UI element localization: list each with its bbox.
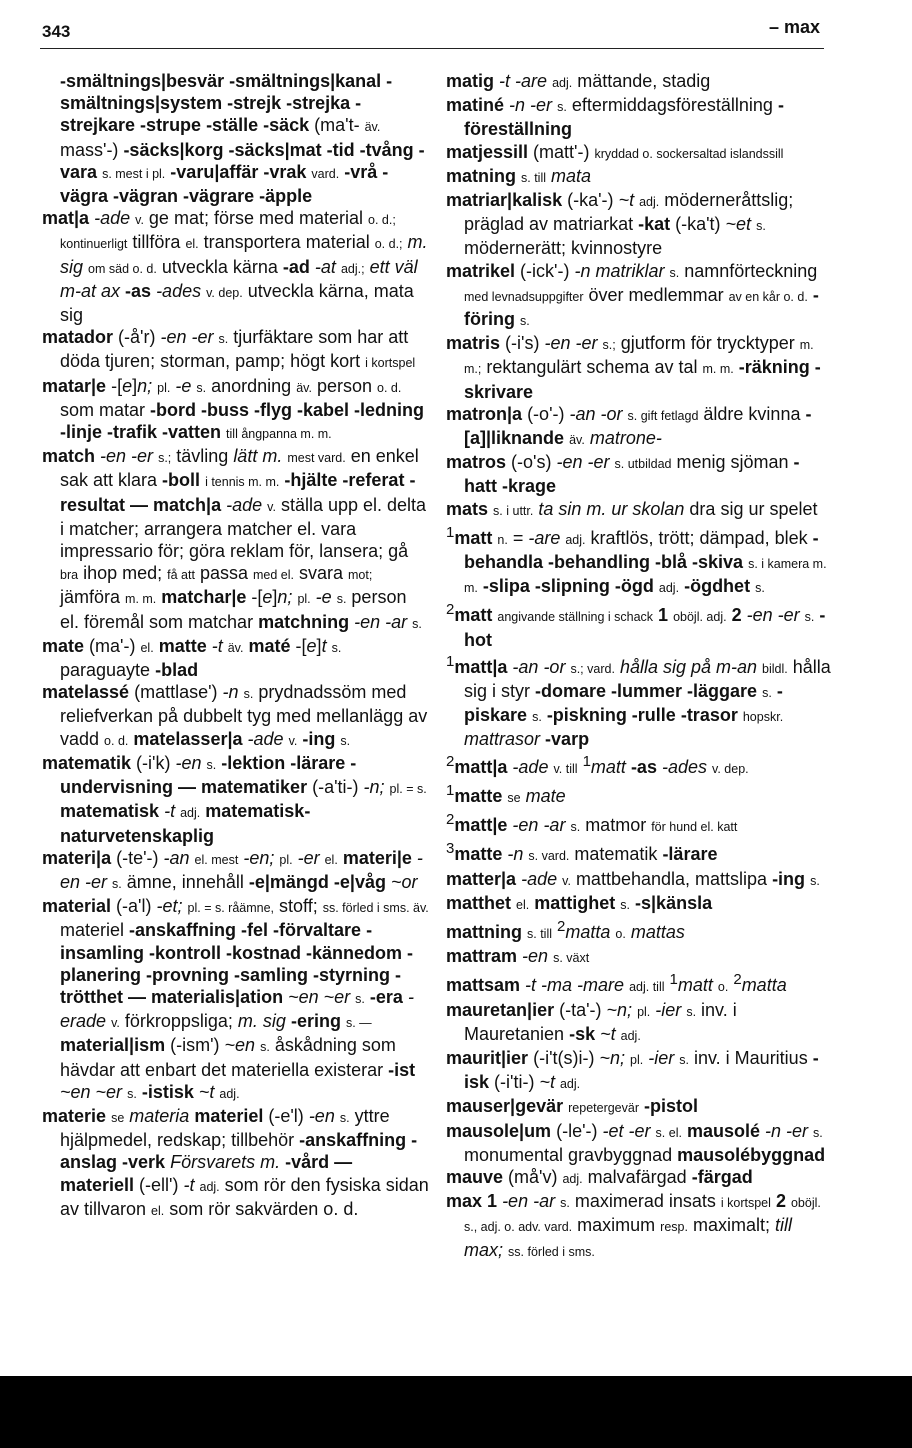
dictionary-entry: match -en -er s.; tävling lätt m. mest vard. en enkel sak att klara -boll i tennis m. m. -hjälte -referat -resultat — match|a -ade v. ställa upp el. delta i matcher; arrangera matcher el. vara impressario för; göra reklam för, lansera; gå bra ihop med; få att passa med el. svara mot; jämföra m. m. matchar|e -[e]n; pl. -e s. person el. föremål som matchar matchning -en -ar s.	[42, 446, 427, 632]
dictionary-entry: $^2$matt|e -en -ar s. matmor för hund el. katt	[446, 811, 738, 836]
dictionary-entry: matig -t -are adj. mättande, stadig	[446, 71, 711, 91]
dictionary-entry: mausole|um (-le'-) -et -er s. el. mausolé -n -er s. monumental gravbyggnad mausolébyggnad	[446, 1120, 826, 1165]
dictionary-entry: matning s. till mata	[446, 165, 592, 186]
dictionary-entry: mats s. i uttr. ta sin m. ur skolan dra sig ur spelet	[446, 498, 818, 519]
dictionary-entry: mauve (må'v) adj. malvafärgad -färgad	[446, 1166, 753, 1187]
dictionary-entry: max 1 -en -ar s. maximerad insats i kortspel 2 oböjl. s., adj. o. adv. vard. maximum resp. maximalt; till max; ss. förled i sms.	[446, 1191, 821, 1260]
dictionary-entry: matron|a (-o'-) -an -or s. gift fetlagd äldre kvinna -[a]|liknande äv. matrone-	[446, 403, 812, 449]
dictionary-entry: mattsam -t -ma -mare adj. till $^1$matt o. $^2$matta	[446, 971, 787, 996]
dictionary-entry: $^2$matt angivande ställning i schack 1 oböjl. adj. 2 -en -er s. -hot	[446, 601, 826, 650]
dictionary-entry: maurit|ier (-i't(s)i-) ~n; pl. -ier s. inv. i Mauritius -isk (-i'ti-) ~t adj.	[446, 1047, 819, 1093]
right-column	[446, 70, 832, 1263]
dictionary-entry: matris (-i's) -en -er s.; gjutform för trycktyper m. m.; rektangulärt schema av tal m. m. -räkning -skrivare	[446, 333, 821, 402]
dictionary-entry: matriar|kalisk (-ka'-) ~t adj. möderneråttslig; präglad av matriarkat -kat (-ka't) ~et s. mödernerätt; kvinnostyre	[446, 190, 794, 259]
dictionary-entry: matros (-o's) -en -er s. utbildad menig sjöman -hatt -krage	[446, 452, 800, 497]
dictionary-entry: materie se materia materiel (-e'l) -en s. yttre hjälpmedel, redskap; tillbehör -anskaffning -anslag -verk Försvarets m. -vård — materiell (-ell') -t adj. som rör den fysiska sidan av tillvaron el. som rör sakvärden o. d.	[42, 1105, 429, 1219]
dictionary-entry: matrikel (-ick'-) -n matriklar s. namnförteckning med levnadsuppgifter över medlemmar av en kår o. d. -föring s.	[446, 260, 819, 330]
dictionary-entry: matthet el. mattighet s. -s|känsla	[446, 892, 713, 913]
dictionary-entry: $^1$matt|a -an -or s.; vard. hålla sig på m-an bildl. hålla sig i styr -domare -lummer -läggare s. -piskare s. -piskning -rulle -trasor hopskr. mattrasor -varp	[446, 652, 831, 750]
dictionary-entry: $^1$matt n. = -are adj. kraftlös, trött; dämpad, blek -behandla -behandling -blå -skiva s. i kamera m. m. -slipa -slipning -ögd adj. -ögdhet s.	[446, 523, 827, 597]
dictionary-entry: matar|e -[e]n; pl. -e s. anordning äv. person o. d. som matar -bord -buss -flyg -kabel -ledning -linje -trafik -vatten till ångpanna m. m.	[42, 375, 425, 443]
dictionary-entry: mattram -en s. växt	[446, 946, 590, 967]
dictionary-entry: $^2$matt|a -ade v. till $^1$matt -as -ades v. dep.	[446, 752, 749, 777]
dictionary-entry: matiné -n -er s. eftermiddagsföreställning -föreställning	[446, 95, 784, 140]
dictionary-entry: $^1$matte se mate	[446, 781, 566, 806]
dictionary-entry: material (-a'l) -et; pl. = s. råämne, stoff; ss. förled i sms. äv. materiel -anskaffning -fel -förvaltare -insamling -kontroll -kostnad -kännedom -planering -provning -samling -styrning -trötthet — materialis|ation ~en ~er s. -era -erade v. förkroppsliga; m. sig -ering s. — material|ism (-ism') ~en s. åskådning som hävdar att enbart det materiella existerar -ist ~en ~er s. -istisk ~t adj.	[42, 896, 429, 1102]
dictionary-entry: matter|a -ade v. mattbehandla, mattslipa -ing s.	[446, 868, 820, 889]
dictionary-entry: -smältnings|besvär -smältnings|kanal -smältnings|system -strejk -strejka -strejkare -strupe -ställe -säck (ma't- äv. mass'-) -säcks|korg -säcks|mat -tid -tvång -vara s. mest i pl. -varu|affär -vrak vard. -vrå -vägra -vägran -vägrare -äpple	[60, 71, 425, 207]
left-column	[42, 70, 430, 1222]
dictionary-entry: $^3$matte -n s. vard. matematik -lärare	[446, 840, 718, 865]
dictionary-entry: mat|a -ade v. ge mat; förse med material o. d.; kontinuerligt tillföra el. transportera material o. d.; m. sig om säd o. d. utveckla kärna -ad -at adj.; ett väl m-at ax -as -ades v. dep. utveckla kärna, mata sig	[42, 208, 428, 326]
dictionary-entry: matjessill (matt'-) kryddad o. sockersaltad islandssill	[446, 141, 784, 162]
dictionary-entry: matador (-å'r) -en -er s. tjurfäktare som har att döda tjuren; storman, pamp; högt kort i kortspel	[42, 327, 416, 372]
dictionary-entry: mauretan|ier (-ta'-) ~n; pl. -ier s. inv. i Mauretanien -sk ~t adj.	[446, 999, 737, 1044]
dictionary-entry: matematik (-i'k) -en s. -lektion -lärare -undervisning — matematiker (-a'ti-) -n; pl. = s. matematisk -t adj. matematisk-naturvetenskaplig	[42, 752, 427, 846]
dictionary-entry: mauser|gevär repetergevär -pistol	[446, 1096, 699, 1117]
header-rule	[40, 48, 824, 49]
dictionary-entry: matelassé (mattlase') -n s. prydnadssöm med reliefverkan på dubbelt tyg med mellanlägg av vadd o. d. matelasser|a -ade v. -ing s.	[42, 682, 428, 749]
page-number: 343	[42, 22, 71, 41]
dictionary-entry: materi|a (-te'-) -an el. mest -en; pl. -er el. materi|e -en -er s. ämne, innehåll -e|mängd -e|våg ~or	[42, 847, 423, 892]
dictionary-entry: mattning s. till $^2$matta o. mattas	[446, 917, 685, 942]
dictionary-entry: mate (ma'-) el. matte -t äv. maté -[e]t s. paraguayte -blad	[42, 635, 342, 681]
scan-bottom-border	[0, 1376, 912, 1448]
running-head: – max	[768, 17, 820, 37]
